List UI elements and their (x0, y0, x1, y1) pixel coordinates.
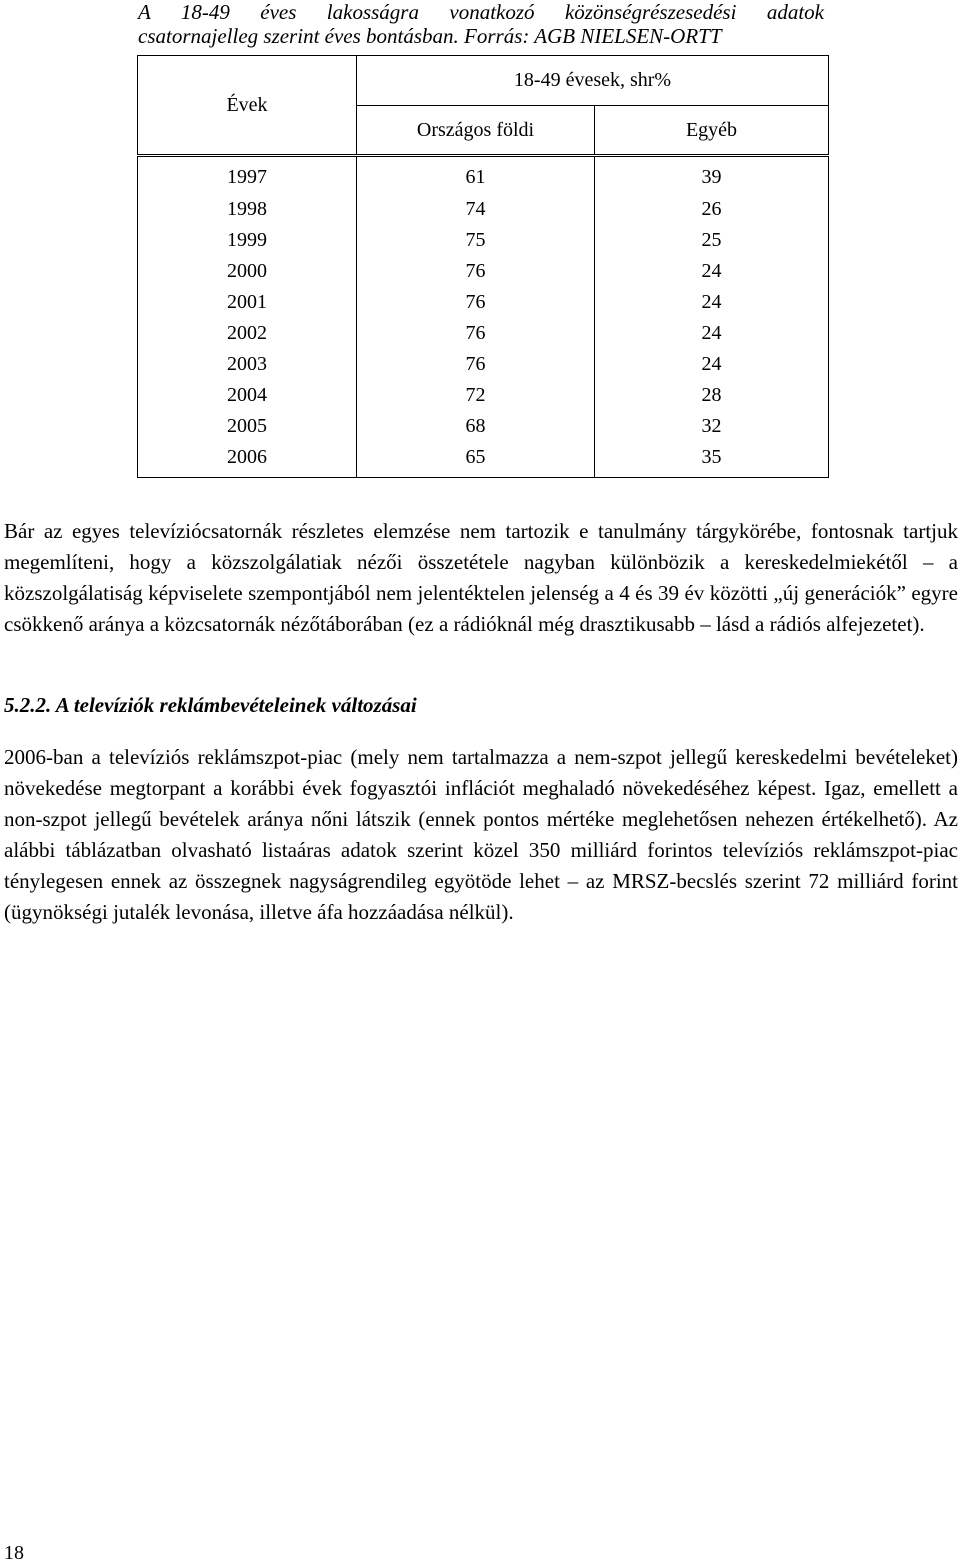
table-row (138, 411, 829, 442)
page-number: 18 (4, 1542, 24, 1564)
cell-national: 76 (357, 318, 595, 349)
cell-other: 24 (595, 287, 829, 318)
table-row (138, 225, 829, 256)
cell-other: 24 (595, 256, 829, 287)
cell-other: 25 (595, 225, 829, 256)
cell-national: 76 (357, 349, 595, 380)
cell-year: 2005 (138, 411, 357, 442)
cell-other: 28 (595, 380, 829, 411)
table-row (138, 442, 829, 478)
table-row (138, 287, 829, 318)
col-header-national: Országos földi (357, 106, 595, 156)
cell-year: 2006 (138, 442, 357, 478)
cell-year: 2004 (138, 380, 357, 411)
cell-other: 24 (595, 318, 829, 349)
table-row (138, 349, 829, 380)
paragraph-1: Bár az egyes televíziócsatornák részletes elemzése nem tartozik e tanulmány tárgykörébe, fontosnak tartjuk megemlíteni, hogy a közszolgálatiak nézői összetétele nagyban különbözik a kereskedelmiekétől – a közszolgálatiság képviselete szempontjából nem jelentéktelen jelenség a 4 és 39 év közötti „új generációk” egyre csökkenő aránya a közcsatornák nézőtáborában (ez a rádióknál még drasztikusabb – lásd a rádiós alfejezetet). (4, 519, 958, 636)
cell-national: 61 (357, 156, 595, 195)
cell-other: 32 (595, 411, 829, 442)
table-row (138, 318, 829, 349)
table-row (138, 194, 829, 225)
caption-line-2: csatornajelleg szerint éves bontásban. Forrás: AGB NIELSEN-ORTT (138, 24, 722, 48)
cell-national: 68 (357, 411, 595, 442)
cell-year: 2001 (138, 287, 357, 318)
paragraph-2: 2006-ban a televíziós reklámszpot-piac (mely nem tartalmazza a nem-szpot jellegű kereskedelmi bevételeket) növekedése megtorpant a korábbi évek fogyasztói inflációt meghaladó növekedéséhez képest. Igaz, emellett a non-szpot jellegű bevételek aránya nőni látszik (ennek pontos mértéke meglehetősen nehezen értékelhető). Az alábbi táblázatban olvasható listaáras adatok szerint közel 350 milliárd forintos televíziós reklámszpot-piac ténylegesen ennek az összegnek nagyságrendileg egyötöde lehet – az MRSZ-becslés szerint 72 milliárd forint (ügynökségi jutalék levonása, illetve áfa hozzáadása nélkül). (4, 745, 958, 924)
table-caption (138, 0, 824, 48)
table-row (138, 156, 829, 195)
cell-other: 26 (595, 194, 829, 225)
cell-year: 2003 (138, 349, 357, 380)
cell-year: 2000 (138, 256, 357, 287)
audience-share-table (137, 55, 829, 478)
cell-year: 1998 (138, 194, 357, 225)
caption-line-1: A 18-49 éves lakosságra vonatkozó közönségrészesedési adatok (138, 0, 824, 24)
cell-year: 2002 (138, 318, 357, 349)
cell-national: 75 (357, 225, 595, 256)
cell-national: 76 (357, 287, 595, 318)
cell-national: 72 (357, 380, 595, 411)
table-row (138, 256, 829, 287)
cell-other: 24 (595, 349, 829, 380)
section-heading: 5.2.2. A televíziók reklámbevételeinek változásai (4, 693, 417, 717)
table-row (138, 380, 829, 411)
cell-other: 35 (595, 442, 829, 478)
cell-national: 76 (357, 256, 595, 287)
cell-national: 65 (357, 442, 595, 478)
cell-national: 74 (357, 194, 595, 225)
col-header-years: Évek (138, 56, 357, 156)
cell-other: 39 (595, 156, 829, 195)
cell-year: 1999 (138, 225, 357, 256)
cell-year: 1997 (138, 156, 357, 195)
col-header-other: Egyéb (595, 106, 829, 156)
col-group-header: 18-49 évesek, shr% (357, 56, 829, 106)
